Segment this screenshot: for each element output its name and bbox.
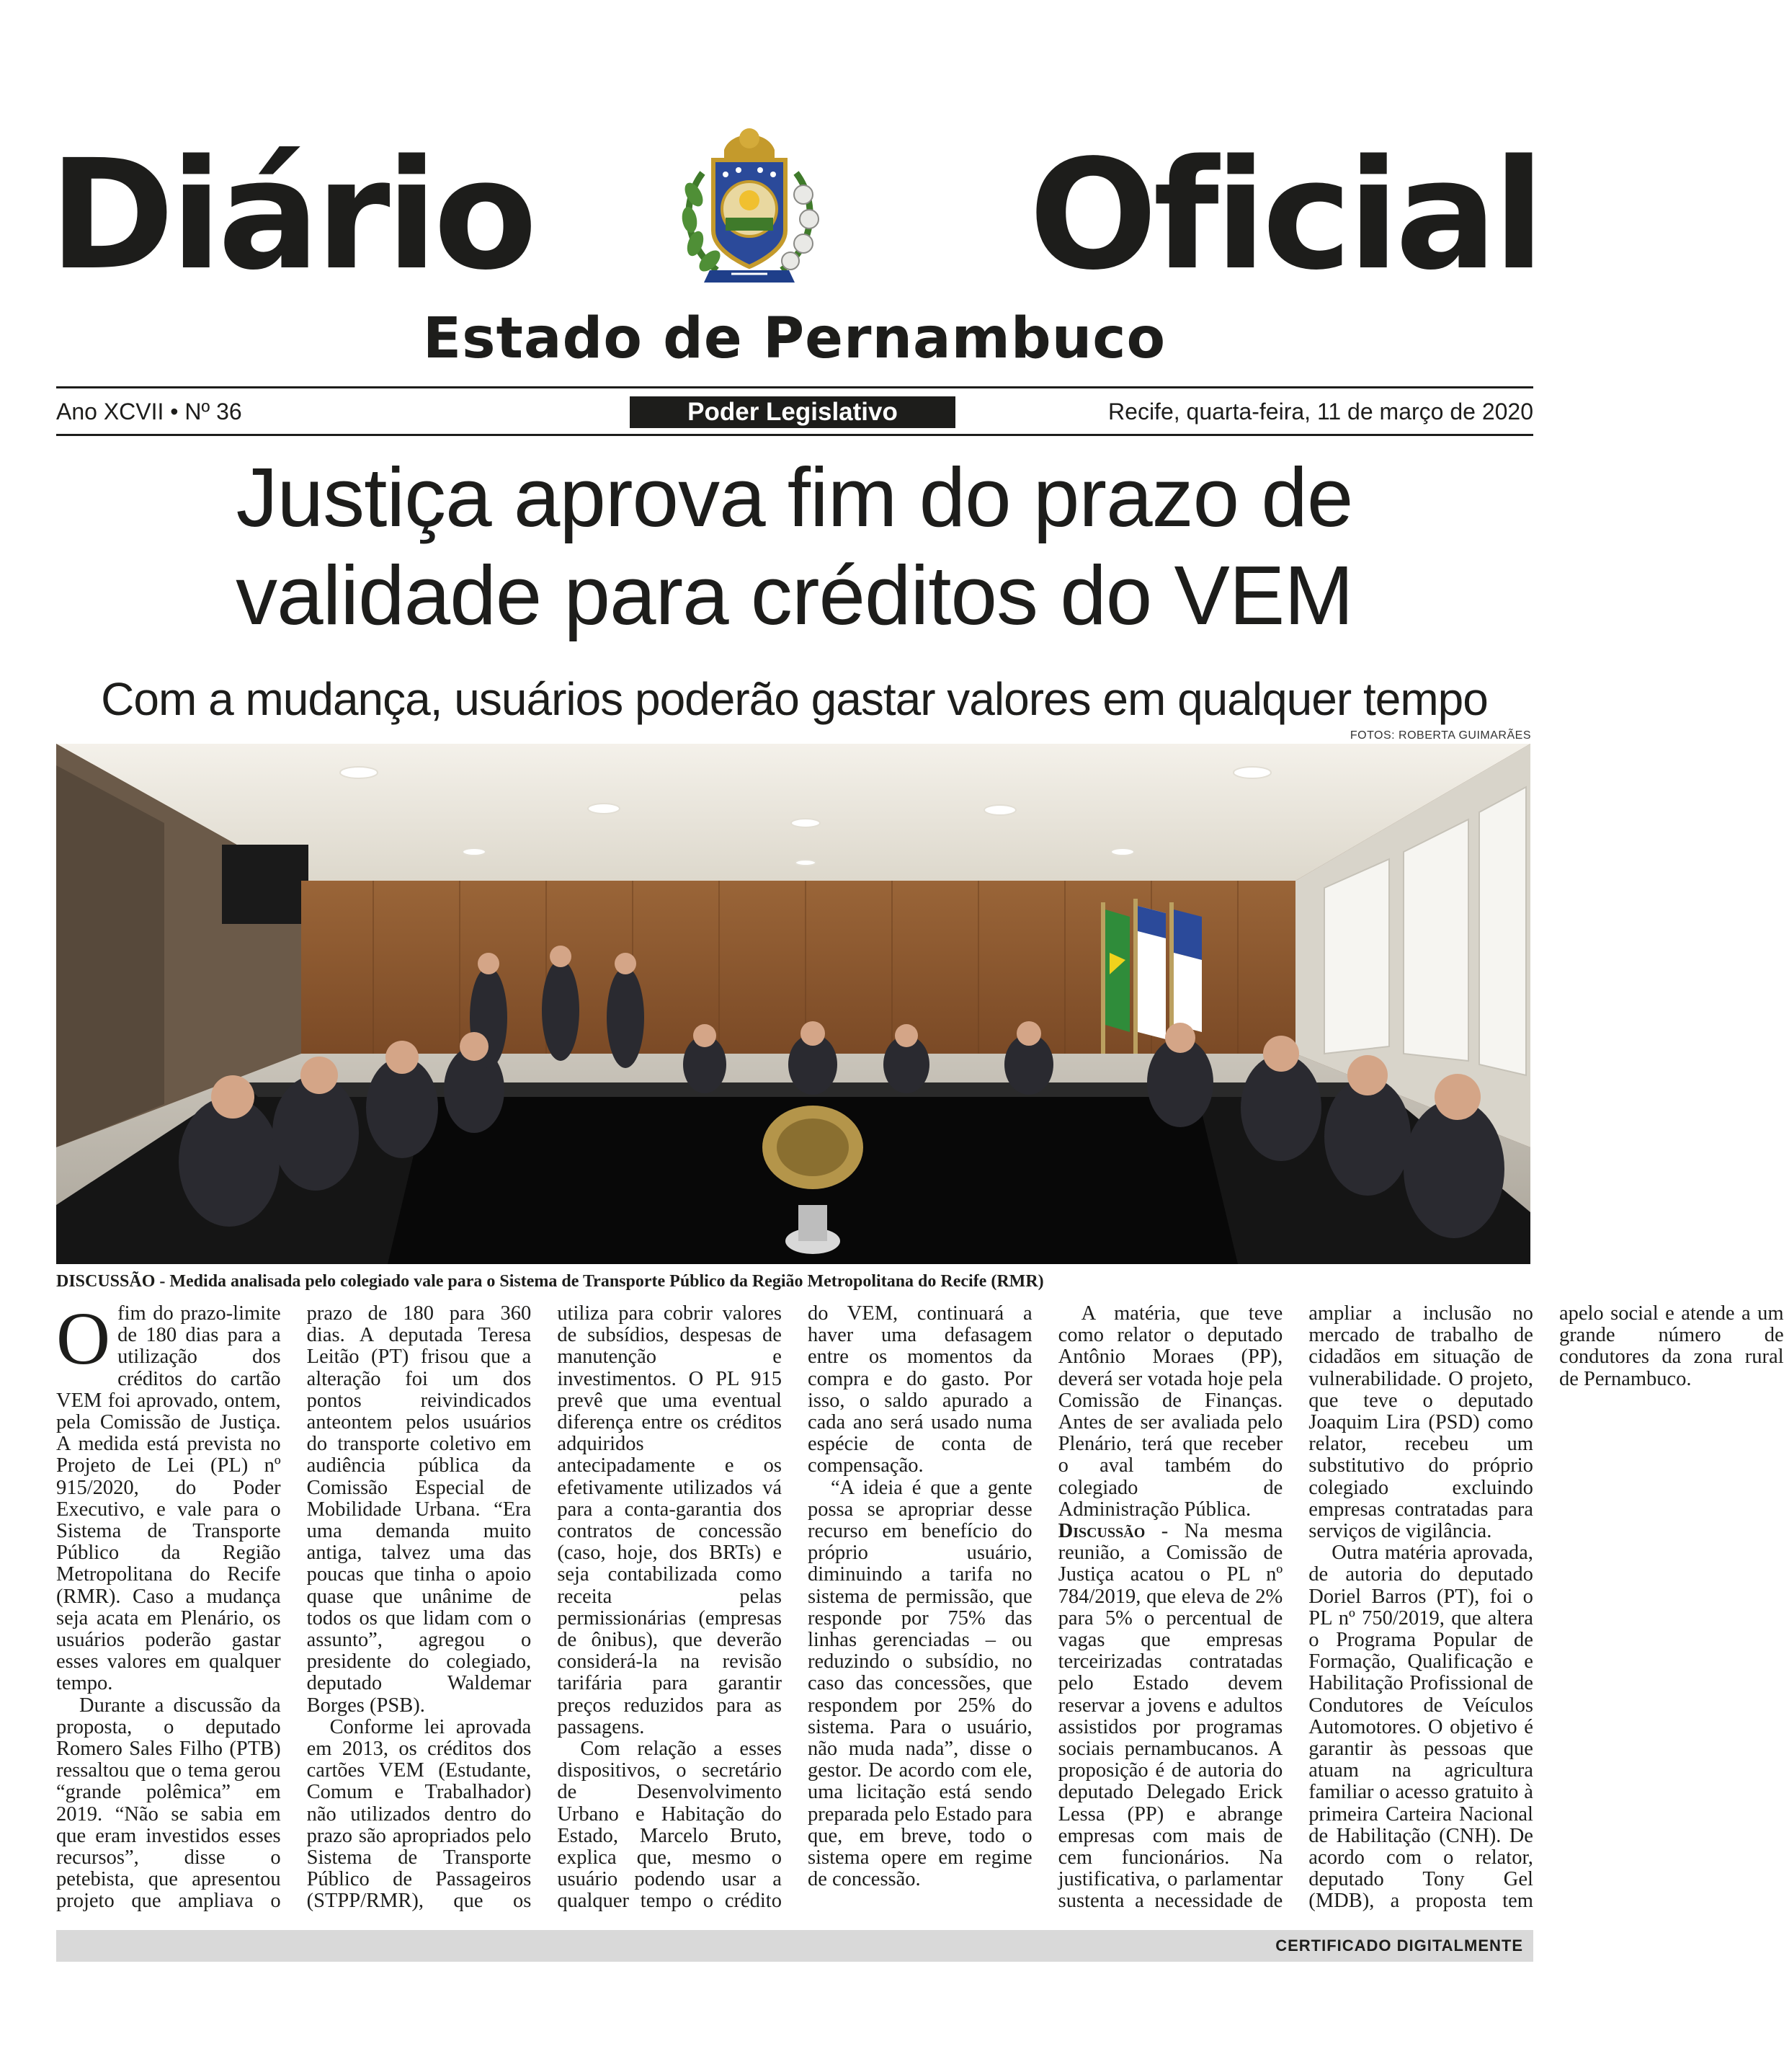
photo-credit: FOTOS: ROBERTA GUIMARÃES	[1350, 729, 1531, 742]
paragraph-1-text: fim do prazo-limite de 180 dias para a utilização dos créditos do cartão VEM foi aprovado, ontem, pela Comissão de Justiça. A medida está prevista no Projeto de Lei (PL) nº 915/2020, do Poder Executivo, e vale para o Sistema de Transporte Público da Região Metropolitana do Recife (RMR). Caso a mudança seja acata em Plenário, os usuários poderão gastar esses valores em qualquer tempo.	[56, 1302, 281, 1695]
subhead-discussao: Discussão	[1058, 1520, 1146, 1543]
masthead-title-right: Oficial	[1028, 127, 1540, 303]
bottom-rule	[56, 434, 1533, 436]
paragraph-4: Com relação a esses dispositivos, o secretário de Desenvolvimento Urbano e Habitação do Estado, Marcelo Bruto, explica que, mesmo o usuário podendo usar a qualquer tempo o crédito do VEM, continuará a haver uma defasagem entre os momentos da compra e do gasto. Por isso, o saldo apurado a cada ano será usado numa espécie de conta de compensação.	[557, 1302, 1033, 1913]
committee-meeting-photo	[56, 744, 1530, 1264]
paragraph-3: Conforme lei aprovada em 2013, os créditos dos cartões VEM (Estudante, Comum e Trabalhador) não utilizados dentro do prazo são apropriados pelo Sistema de Transporte Público de Passageiros (STPP/RMR), que os utiliza para cobrir valores de subsídios, despesas de manutenção e investimentos. O PL 915 prevê que uma eventual diferença entre os créditos adquiridos antecipadamente e os efetivamente utilizados vá para a conta-garantia dos contratos de concessão (caso, hoje, dos BRTs) e seja contabilizada como receita pelas permissionárias (empresas de ônibus), que deverão considerá-la na revisão tarifária para garantir preços reduzidos para as passagens.	[306, 1302, 782, 1913]
masthead-title-left: Diário	[49, 127, 533, 303]
paragraph-2: Durante a discussão da proposta, o deputado Romero Sales Filho (PTB) ressaltou que o tema gerou “grande polêmica” em 2019. “Não se sabia em que eram investidos esses recursos”, disse o petebista, que apresentou projeto que ampliava o prazo de 180 para 360 dias. A deputada Teresa Leitão (PT) frisou que a alteração foi um dos pontos reivindicados anteontem pelos usuários do transporte coletivo em audiência pública da Comissão Especial de Mobilidade Urbana. “Era uma demanda muito antiga, talvez uma das poucas que tinha o apoio quase que unânime de todos os que lidam com o assunto”, agregou o presidente do colegiado, deputado Waldemar Borges (PSB).	[56, 1302, 532, 1913]
article-headline	[0, 448, 1589, 644]
top-rule	[56, 386, 1533, 388]
headline-line-2: validade para créditos do VEM	[236, 548, 1353, 642]
paragraph-5: “A ideia é que a gente possa se apropriar desse recurso em benefício do próprio usuário, diminuindo a tarifa no sistema de permissão, que responde por 75% das linhas gerenciadas – ou reduzindo o subsídio, no caso das concessões, que respondem por 25% do sistema. Para o usuário, não muda nada”, disse o gestor. De acordo com ele, uma licitação está sendo preparada pelo Estado para que, em breve, todo o sistema opere em regime de concessão.	[807, 1476, 1033, 1891]
masthead-subtitle: Estado de Pernambuco	[422, 306, 1167, 371]
photo-caption: DISCUSSÃO - Medida analisada pelo colegiado vale para o Sistema de Transporte Público da Região Metropolitana do Recife (RMR)	[56, 1272, 1044, 1291]
drop-cap: O	[56, 1297, 111, 1380]
article-body	[56, 1297, 1784, 1916]
paragraph-1	[56, 1297, 281, 1695]
footer-bar	[56, 1930, 1533, 1962]
edition-infobar	[56, 393, 1533, 430]
masthead	[49, 120, 1540, 311]
pernambuco-coat-of-arms-icon	[674, 123, 825, 293]
edition-number: Ano XCVII • Nº 36	[56, 399, 242, 424]
paragraph-8: Outra matéria aprovada, de autoria do deputado Doriel Barros (PT), foi o PL nº 750/2019, que altera o Programa Popular de Formação, Qualificação e Habilitação Profissional de Condutores de Veículos Automotores. O objetivo é garantir às pessoas que atuam na agricultura familiar o acesso gratuito à primeira Carteira Nacional de Habilitação (CNH). De acordo com o relator, deputado Tony Gel (MDB), a proposta tem apelo social e atende a um grande número de condutores da zona rural de Pernambuco.	[1308, 1302, 1784, 1913]
certified-label: CERTIFICADO DIGITALMENTE	[1275, 1937, 1523, 1955]
headline-line-1: Justiça aprova fim do prazo de	[236, 450, 1353, 544]
section-badge: Poder Legislativo	[630, 396, 955, 428]
edition-date: Recife, quarta-feira, 11 de março de 2020	[1108, 399, 1533, 424]
paragraph-7-text: - Na mesma reunião, a Comissão de Justiça acatou o PL nº 784/2019, que eleva de 2% para 5% o percentual de vagas que empresas terceirizadas contratadas pelo Estado devem reservar a jovens e adultos assistidos por programas sociais pernambucanos. A proposição é de autoria do deputado Delegado Erick Lessa (PP) e abrange empresas com mais de cem funcionários. Na justificativa, o parlamentar sustenta a necessidade de ampliar a inclusão no mercado de trabalho de cidadãos em situação de vulnerabilidade. O projeto, que teve o deputado Joaquim Lira (PSD) como relator, recebeu um substitutivo do próprio colegiado excluindo empresas contratadas para serviços de vigilância.	[1058, 1302, 1533, 1913]
article-deck: Com a mudança, usuários poderão gastar valores em qualquer tempo	[101, 673, 1488, 725]
paragraph-6: A matéria, que teve como relator o deputado Antônio Moraes (PP), deverá ser votada hoje pela Comissão de Finanças. Antes de ser avaliada pelo Plenário, terá que receber o aval também do colegiado de Administração Pública.	[1058, 1302, 1283, 1521]
